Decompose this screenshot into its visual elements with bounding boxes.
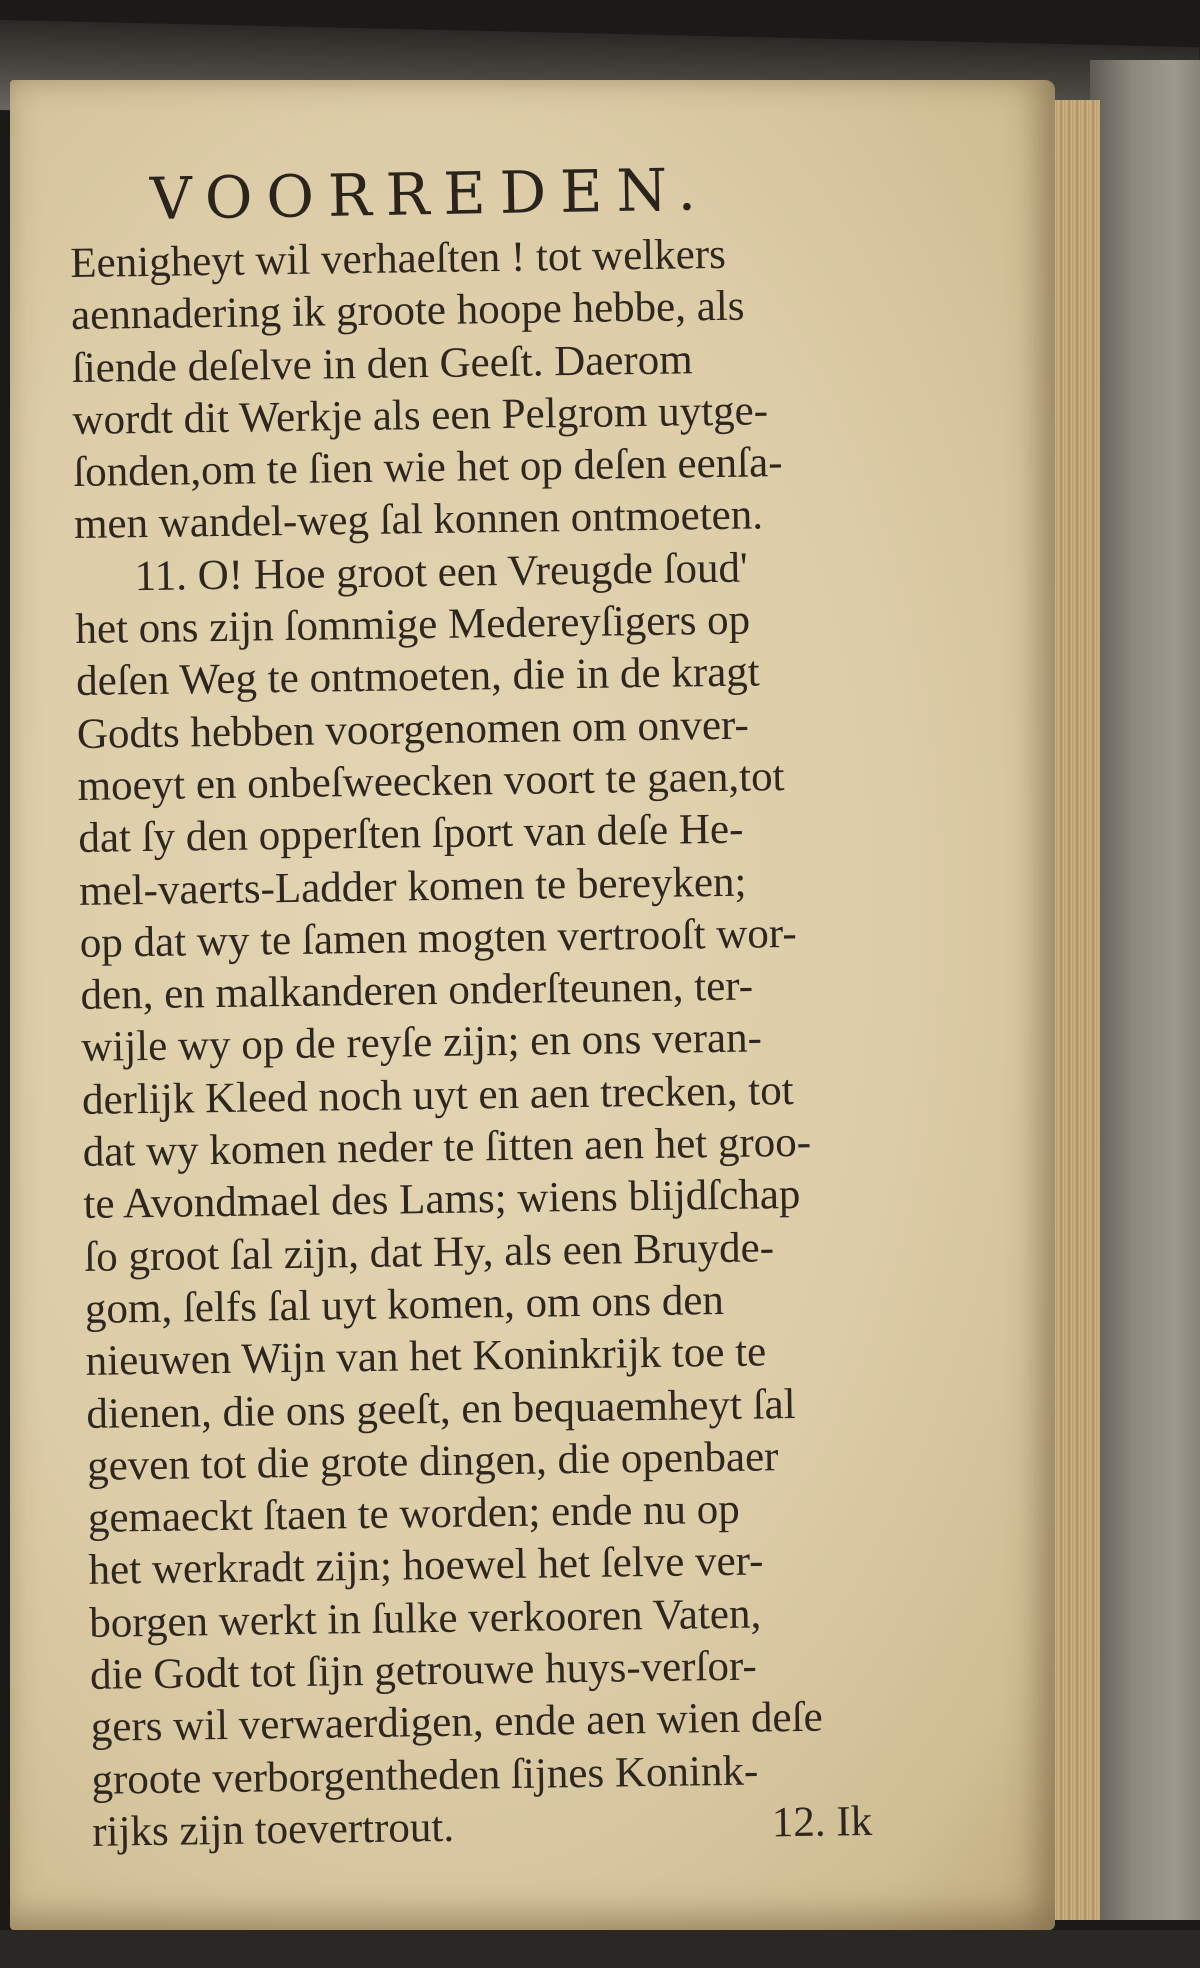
text-line: Godts hebben voorgenomen om onver- — [76, 701, 750, 758]
text-line: wijle wy op de reyſe zijn; en ons veran- — [80, 1014, 763, 1072]
text-line: moeyt en onbeſweecken voort te gaen,tot — [77, 753, 785, 810]
text-line: deſen Weg te ontmoeten, die in de kragt — [75, 648, 760, 706]
text-line: op dat wy te ſamen mogten vertrooſt wor- — [79, 909, 797, 967]
text-line: dat wy komen neder te ſitten aen het groo- — [82, 1118, 812, 1176]
text-line: aennadering ik groote hoope hebbe, als — [70, 282, 745, 340]
text-line: borgen werkt in ſulke verkooren Vaten, — [89, 1590, 762, 1647]
text-line: gom, ſelfs ſal uyt komen, om ons den — [84, 1276, 725, 1333]
book-cover-right — [1090, 60, 1200, 1920]
text-line: nieuwen Wijn van het Koninkrijk toe te — [85, 1328, 767, 1386]
text-line: gemaeckt ſtaen te worden; ende nu op — [87, 1485, 741, 1542]
body-text — [70, 227, 873, 1859]
text-line: ſo groot ſal zijn, dat Hy, als een Bruyde- — [83, 1223, 775, 1281]
text-line: geven tot die grote dingen, die openbaer — [86, 1433, 779, 1490]
last-text-line: rijks zijn toevertrout. — [91, 1803, 455, 1856]
text-line: Eenigheyt wil verhaeſten ! tot welkers — [70, 230, 727, 287]
text-line: het ons zijn ſommige Medereyſigers op — [75, 596, 751, 654]
paragraph-start-line: 11. O! Hoe groot een Vreugde ſoud' — [134, 544, 748, 600]
text-line: wordt dit Werkje als een Pelgrom uytge- — [72, 387, 769, 444]
text-line: gers wil verwaerdigen, ende aen wien deſe — [90, 1693, 823, 1752]
text-line: dienen, die ons geeſt, en bequaemheyt ſal — [86, 1380, 796, 1438]
book-page — [10, 80, 1055, 1930]
text-line: ſonden,om te ſien wie het op deſen eenſa- — [72, 439, 783, 497]
text-line: men wandel-weg ſal konnen ontmoeten. — [73, 491, 764, 549]
text-line: te Avondmael des Lams; wiens blijdſchap — [83, 1171, 801, 1229]
text-line: derlijk Kleed noch uyt en aen trecken, tot — [81, 1066, 794, 1124]
final-line — [92, 1796, 873, 1859]
text-line: groote verborgentheden ſijnes Konink- — [91, 1747, 759, 1804]
text-line: het werkradt zijn; hoewel het ſelve ver- — [88, 1537, 764, 1595]
catchword: 12. Ik — [771, 1797, 873, 1847]
text-line: ſiende deſelve in den Geeſt. Daerom — [71, 335, 693, 392]
text-line: mel-vaerts-Ladder komen te bereyken; — [78, 858, 747, 915]
book-cover-bottom — [0, 1930, 1200, 1968]
running-head: VOORREDEN. — [149, 155, 711, 233]
text-line: dat ſy den opperſten ſport van deſe He- — [78, 805, 744, 863]
text-line: die Godt tot ſijn getrouwe huys-verſor- — [89, 1642, 758, 1699]
text-line: den, en malkanderen onderſteunen, ter- — [80, 962, 754, 1020]
